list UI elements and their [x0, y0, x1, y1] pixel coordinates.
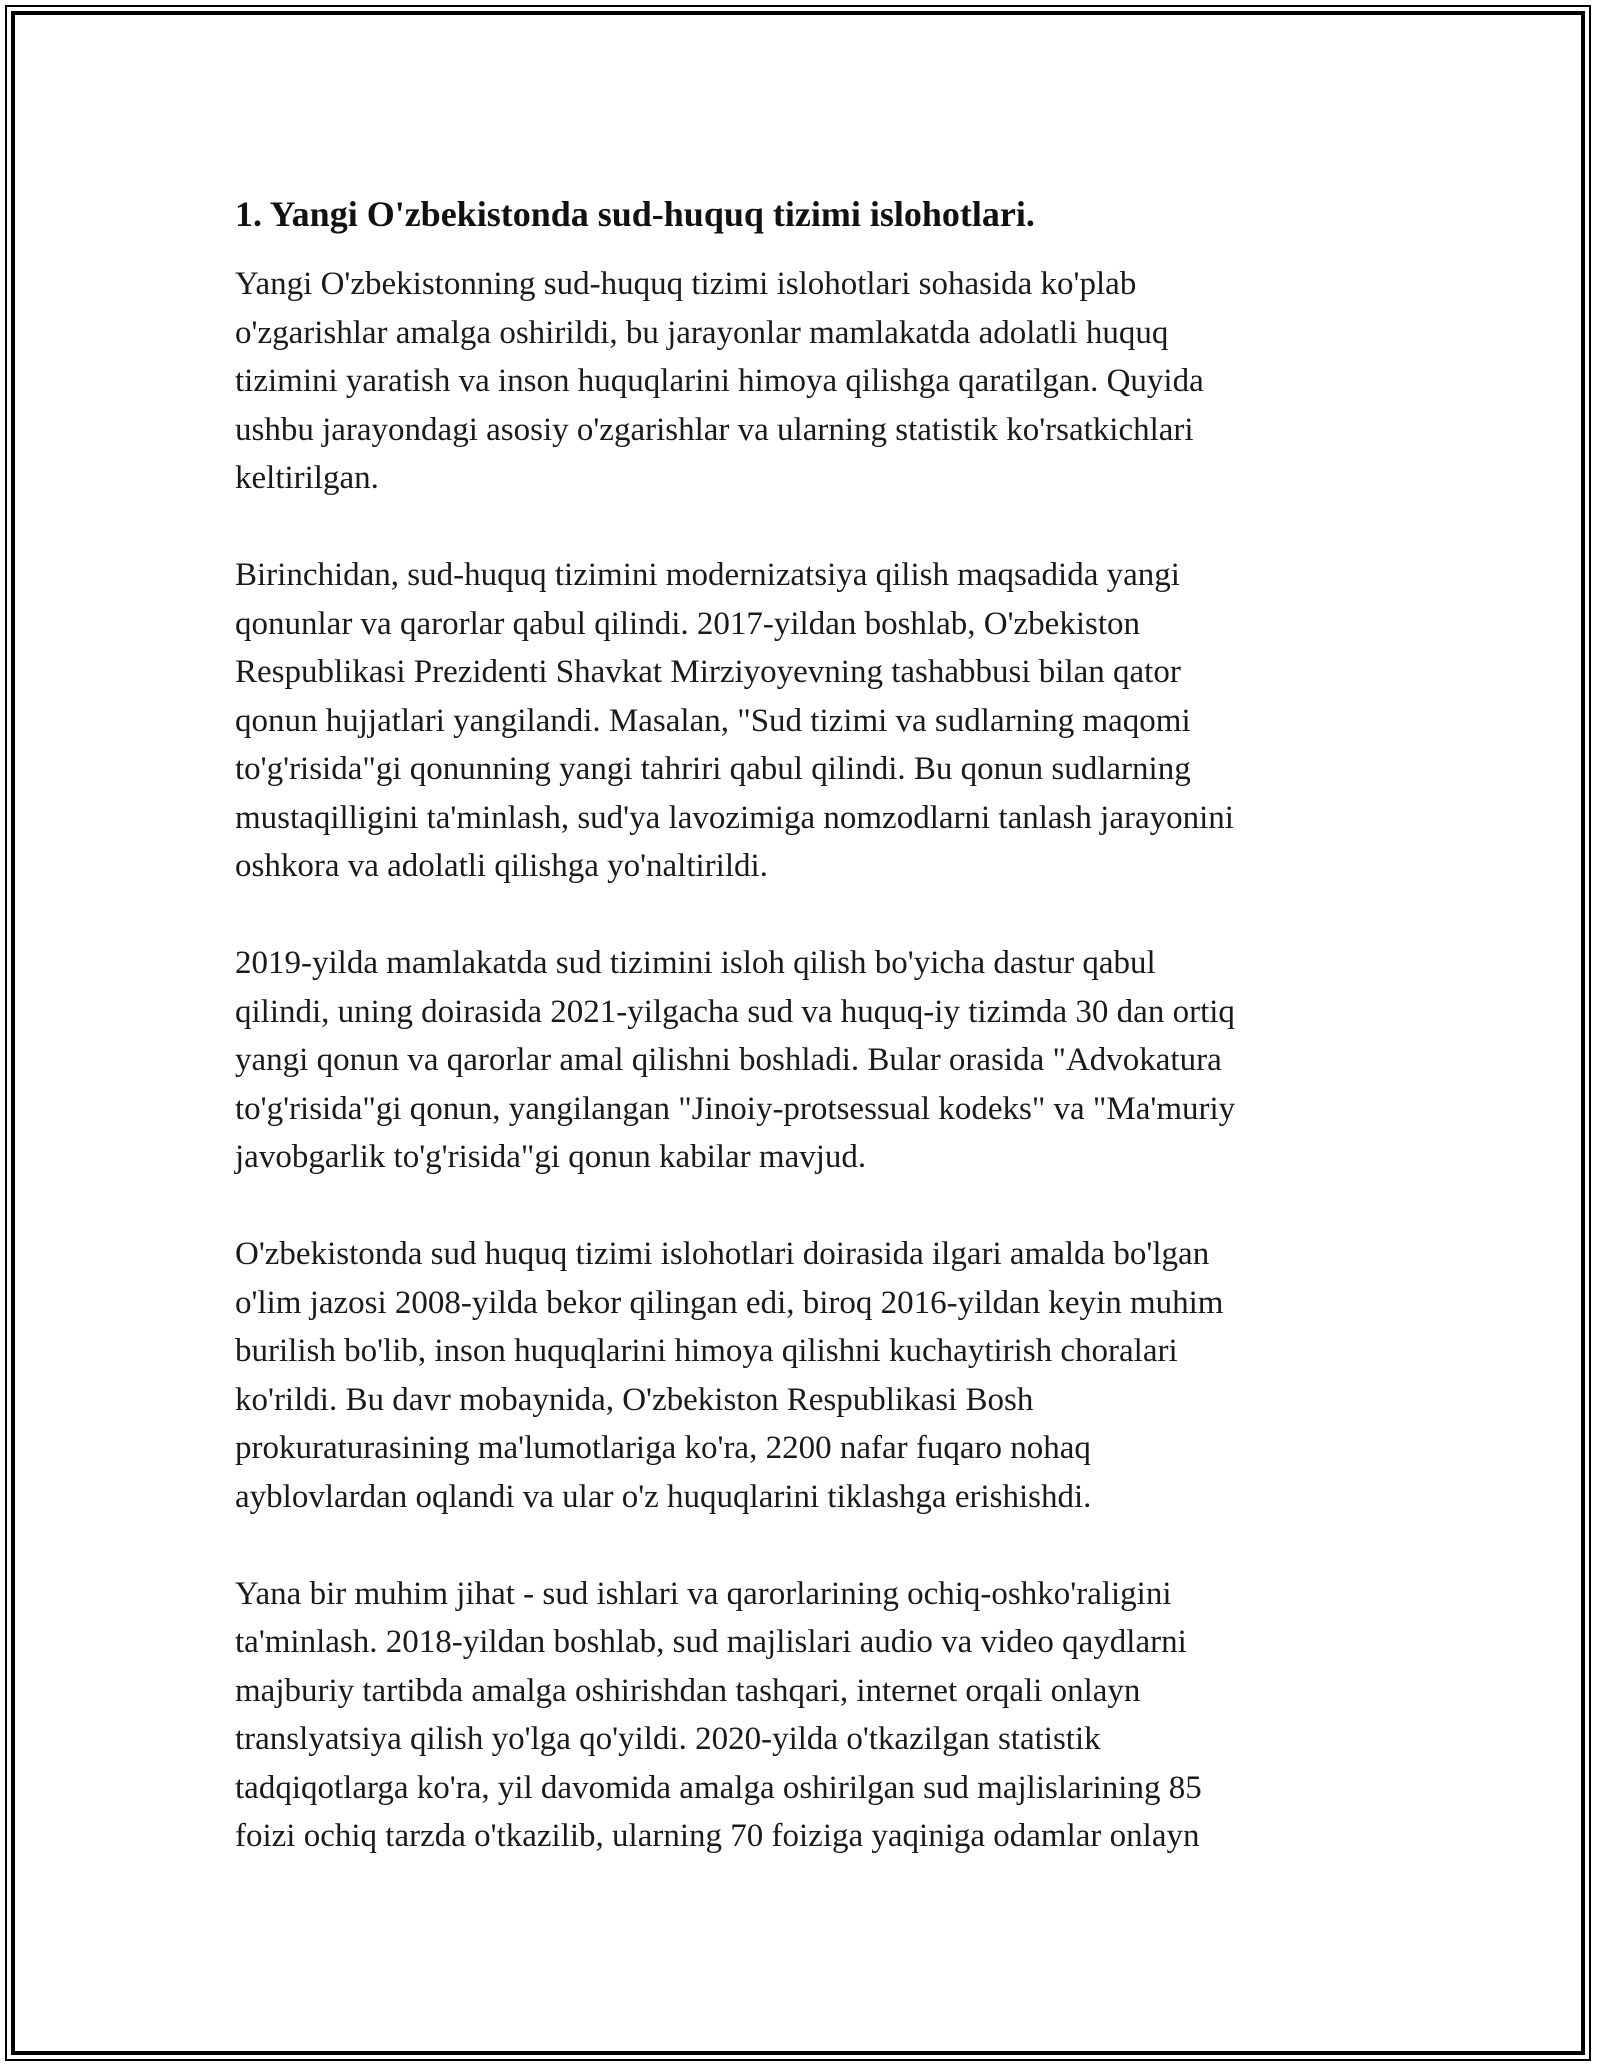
- paragraph-line: qilindi, uning doirasida 2021-yilgacha sud va huquq-iy tizimda 30 dan ortiq: [235, 993, 1235, 1030]
- paragraph-line: o'zgarishlar amalga oshirildi, bu jarayonlar mamlakatda adolatli huquq: [235, 314, 1169, 351]
- paragraph-line: translyatsiya qilish yo'lga qo'yildi. 2020-yilda o'tkazilgan statistik: [235, 1721, 1101, 1757]
- paragraph-line: Respublikasi Prezidenti Shavkat Mirziyoyevning tashabbusi bilan qator: [235, 654, 1181, 690]
- paragraph-line: burilish bo'lib, inson huquqlarini himoya qilishni kuchaytirish choralari: [235, 1333, 1178, 1369]
- paragraph-line: Birinchidan, sud-huquq tizimini modernizatsiya qilish maqsadida yangi: [235, 557, 1180, 593]
- paragraph-line: ushbu jarayondagi asosiy o'zgarishlar va ularning statistik ko'rsatkichlari: [235, 411, 1194, 448]
- paragraph-line: mustaqilligini ta'minlash, sud'ya lavozimiga nomzodlarni tanlash jarayonini: [235, 799, 1234, 836]
- paragraph-line: ko'rildi. Bu davr mobaynida, O'zbekiston Respublikasi Bosh: [235, 1381, 1034, 1418]
- paragraph-line: tizimini yaratish va inson huquqlarini himoya qilishga qaratilgan. Quyida: [235, 363, 1204, 399]
- paragraph-line: to'g'risida"gi qonun, yangilangan "Jinoiy-protsessual kodeks" va "Ma'muriy: [235, 1090, 1236, 1127]
- paragraph-line: oshkora va adolatli qilishga yo'naltirildi.: [235, 848, 768, 884]
- paragraph-line: Yana bir muhim jihat - sud ishlari va qarorlarining ochiq-oshko'raligini: [235, 1575, 1172, 1612]
- paragraph-line: ta'minlash. 2018-yildan boshlab, sud majlislari audio va video qaydlarni: [235, 1624, 1187, 1660]
- paragraph-line: o'lim jazosi 2008-yilda bekor qilingan edi, biroq 2016-yildan keyin muhim: [235, 1284, 1224, 1321]
- paragraph-intro: [235, 260, 1365, 503]
- paragraph-line: ayblovlardan oqlandi va ular o'z huquqlarini tiklashga erishishdi.: [235, 1478, 1092, 1515]
- document-body: [235, 190, 1365, 1909]
- paragraph-human-rights: [235, 1230, 1365, 1521]
- paragraph-line: to'g'risida"gi qonunning yangi tahriri qabul qilindi. Bu qonun sudlarning: [235, 751, 1191, 787]
- paragraph-line: prokuraturasining ma'lumotlariga ko'ra, 2200 nafar fuqaro nohaq: [235, 1430, 1091, 1466]
- paragraph-line: keltirilgan.: [235, 460, 379, 496]
- paragraph-reform-program: [235, 939, 1365, 1182]
- paragraph-line: qonunlar va qarorlar qabul qilindi. 2017-yildan boshlab, O'zbekiston: [235, 605, 1141, 642]
- paragraph-line: majburiy tartibda amalga oshirishdan tashqari, internet orqali onlayn: [235, 1672, 1141, 1709]
- paragraph-line: Yangi O'zbekistonning sud-huquq tizimi islohotlari sohasida ko'plab: [235, 266, 1137, 302]
- paragraph-line: 2019-yilda mamlakatda sud tizimini isloh qilish bo'yicha dastur qabul: [235, 945, 1156, 981]
- paragraph-line: tadqiqotlarga ko'ra, yil davomida amalga oshirilgan sud majlislarining 85: [235, 1769, 1202, 1806]
- document-title: 1. Yangi O'zbekistonda sud-huquq tizimi islohotlari.: [235, 194, 1035, 234]
- paragraph-modernization: [235, 551, 1365, 891]
- paragraph-line: O'zbekistonda sud huquq tizimi islohotlari doirasida ilgari amalda bo'lgan: [235, 1236, 1210, 1272]
- paragraph-line: foizi ochiq tarzda o'tkazilib, ularning 70 foiziga yaqiniga odamlar onlayn: [235, 1818, 1200, 1854]
- paragraph-line: javobgarlik to'g'risida"gi qonun kabilar mavjud.: [235, 1139, 867, 1175]
- paragraph-transparency: [235, 1570, 1365, 1861]
- paragraph-line: yangi qonun va qarorlar amal qilishni boshladi. Bular orasida "Advokatura: [235, 1042, 1222, 1078]
- paragraph-line: qonun hujjatlari yangilandi. Masalan, "Sud tizimi va sudlarning maqomi: [235, 702, 1191, 739]
